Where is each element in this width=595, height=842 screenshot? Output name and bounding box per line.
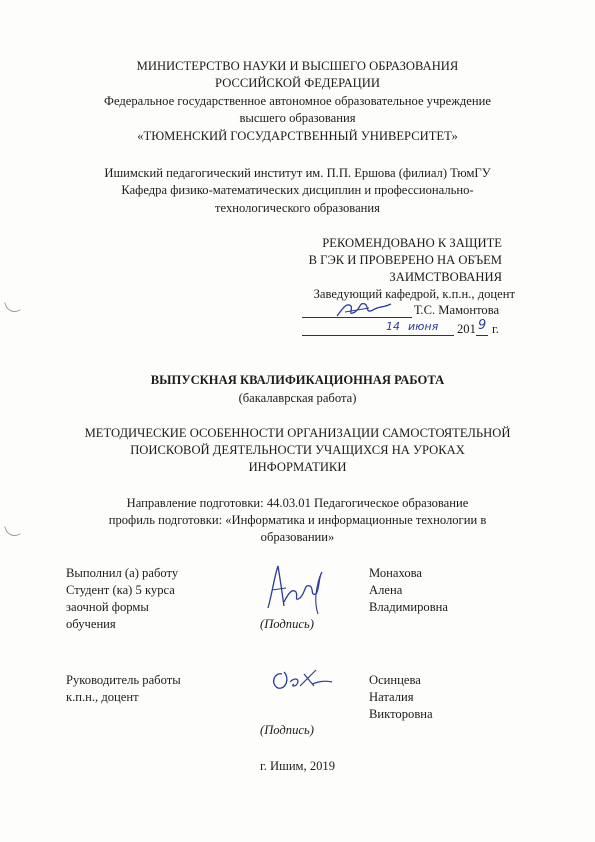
institution-line-1: Федеральное государственное автономное образовательное учреждение (104, 94, 491, 108)
supervisor-role-line-2: к.п.н., доцент (66, 690, 139, 704)
date-year-digit: 9 (478, 318, 487, 333)
supervisor-signature-label: (Подпись) (260, 723, 314, 737)
year-digit-line (476, 335, 488, 336)
date-month: июня (408, 320, 439, 333)
place-year: г. Ишим, 2019 (259, 759, 336, 773)
author-role-line-2: Студент (ка) 5 курса (66, 583, 175, 597)
department-line-2: технологического образования (215, 201, 380, 215)
head-of-department-title: Заведующий кафедрой, к.п.н., доцент (313, 287, 515, 301)
approval-line-2: В ГЭК И ПРОВЕРЕНО НА ОБЪЕМ (308, 253, 502, 267)
direction-line-3: образовании» (260, 530, 335, 544)
supervisor-role-line-1: Руководитель работы (66, 673, 181, 687)
author-signature-label: (Подпись) (260, 617, 314, 631)
supervisor-signature (268, 664, 338, 698)
date-year-prefix: 201 (457, 322, 476, 336)
work-type-title: ВЫПУСКНАЯ КВАЛИФИКАЦИОННАЯ РАБОТА (150, 373, 445, 387)
approval-line-3: ЗАИМСТВОВАНИЯ (389, 270, 502, 284)
ministry-line-2: РОССИЙСКОЙ ФЕДЕРАЦИИ (215, 76, 380, 90)
institute-name: Ишимский педагогический институт им. П.П. Ершова (филиал) ТюмГУ (104, 166, 491, 180)
university-name: «ТЮМЕНСКИЙ ГОСУДАРСТВЕННЫЙ УНИВЕРСИТЕТ» (137, 129, 458, 143)
topic-line-1: МЕТОДИЧЕСКИЕ ОСОБЕННОСТИ ОРГАНИЗАЦИИ САМОСТОЯТЕЛЬНОЙ (84, 426, 511, 440)
supervisor-name-line-2: Наталия (369, 690, 414, 704)
ministry-line-1: МИНИСТЕРСТВО НАУКИ И ВЫСШЕГО ОБРАЗОВАНИЯ (136, 59, 459, 73)
date-day: 14 (386, 320, 400, 333)
author-role-line-3: заочной формы (66, 600, 149, 614)
department-line-1: Кафедра физико-математических дисциплин и профессионально- (121, 183, 474, 197)
supervisor-name-line-3: Викторовна (369, 707, 433, 721)
direction-line-1: Направление подготовки: 44.03.01 Педагогическое образование (126, 496, 469, 510)
author-name-line-2: Алена (369, 583, 403, 597)
direction-line-2: профиль подготовки: «Информатика и информационные технологии в (108, 513, 487, 527)
author-role-line-4: обучения (66, 617, 116, 631)
head-name: Т.С. Мамонтова (414, 303, 500, 317)
approval-line-1: РЕКОМЕНДОВАНО К ЗАЩИТЕ (322, 236, 502, 250)
institution-line-2: высшего образования (239, 111, 356, 125)
work-subtype: (бакалаврская работа) (238, 391, 357, 405)
head-signature (335, 298, 395, 320)
topic-line-2: ПОИСКОВОЙ ДЕЯТЕЛЬНОСТИ УЧАЩИХСЯ НА УРОКАХ (130, 443, 465, 457)
topic-line-3: ИНФОРМАТИКИ (248, 460, 347, 474)
supervisor-name-line-1: Осинцева (369, 673, 421, 687)
author-role-line-1: Выполнил (а) работу (66, 566, 179, 580)
author-name-line-1: Монахова (369, 566, 422, 580)
date-year-suffix: г. (492, 322, 499, 336)
date-line (302, 335, 454, 336)
author-name-line-3: Владимировна (369, 600, 448, 614)
author-signature (258, 558, 338, 618)
punch-hole-mark-top (4, 298, 21, 315)
